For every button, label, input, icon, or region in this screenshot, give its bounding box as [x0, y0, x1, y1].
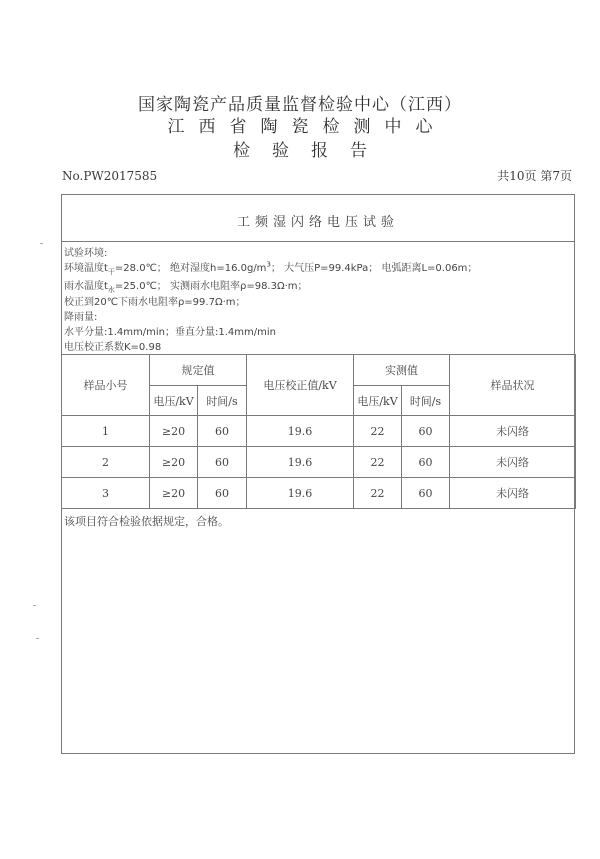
- subheader-spec-voltage: 电压/kV: [150, 386, 198, 416]
- sample-status: 未闪络: [450, 447, 576, 478]
- sample-no: 2: [62, 447, 150, 478]
- table-row: [62, 447, 576, 478]
- subheader-meas-time: 时间/s: [402, 386, 450, 416]
- lab-name-title: 国家陶瓷产品质量监督检验中心（江西）: [138, 95, 462, 115]
- measured-time: 60: [402, 447, 450, 478]
- sample-no: 3: [62, 478, 150, 509]
- report-frame: [61, 194, 575, 754]
- corrected-voltage: 19.6: [247, 478, 354, 509]
- center-name-title: 江西省陶瓷检测中心: [167, 117, 447, 137]
- conclusion-text: 该项目符合检验依据规定，合格。: [64, 515, 229, 528]
- spec-time: 60: [198, 447, 247, 478]
- rain-temp-label: 雨水温度t: [64, 281, 108, 292]
- environment-label: 试验环境:: [64, 248, 108, 259]
- rainfall-values: 水平分量:1.4mm/min；垂直分量:1.4mm/min: [64, 327, 276, 338]
- subheader-spec-time: 时间/s: [198, 386, 247, 416]
- arc-distance-value: 电弧距离L=0.06m；: [381, 263, 478, 274]
- header-corrected-voltage: 电压校正值/kV: [247, 355, 354, 416]
- correction-factor: 电压校正系数K=0.98: [64, 342, 162, 353]
- spec-voltage: ≥20: [150, 416, 198, 447]
- subheader-meas-voltage: 电压/kV: [354, 386, 402, 416]
- report-number: No.PW2017585: [62, 169, 158, 183]
- spec-time: 60: [198, 478, 247, 509]
- measured-time: 60: [402, 416, 450, 447]
- corrected-voltage: 19.6: [247, 447, 354, 478]
- table-row: [62, 416, 576, 447]
- test-title: 工频湿闪络电压试验: [236, 215, 399, 230]
- humidity-sup: 3: [266, 260, 271, 269]
- measured-time: 60: [402, 478, 450, 509]
- corrected-voltage: 19.6: [247, 416, 354, 447]
- ambient-temp-value: =28.0℃；: [114, 263, 167, 274]
- rainfall-label: 降雨量:: [64, 312, 98, 323]
- corrected-resistivity: 校正到20℃下雨水电阻率ρ=99.7Ω·m；: [64, 297, 246, 308]
- rain-temp-value: =25.0℃；: [114, 281, 167, 292]
- humidity-label: 绝对湿度h=16.0g/m: [169, 263, 267, 274]
- environment-line-1: [64, 259, 477, 277]
- header-sample-status: 样品状况: [450, 355, 576, 416]
- sample-no: 1: [62, 416, 150, 447]
- sample-status: 未闪络: [450, 478, 576, 509]
- ambient-temp-label: 环境温度t: [64, 263, 108, 274]
- scan-mark: [33, 605, 36, 606]
- measured-voltage: 22: [354, 478, 402, 509]
- measured-voltage: 22: [354, 447, 402, 478]
- spec-voltage: ≥20: [150, 447, 198, 478]
- spec-voltage: ≥20: [150, 478, 198, 509]
- header-sample-no: 样品小号: [62, 355, 150, 416]
- results-table: [61, 354, 576, 509]
- scan-mark: [40, 243, 43, 244]
- table-row: [62, 478, 576, 509]
- divider: [62, 241, 574, 242]
- sample-status: 未闪络: [450, 416, 576, 447]
- report-type-title: 检验报告: [233, 141, 389, 161]
- measured-voltage: 22: [354, 416, 402, 447]
- ambient-temp-sub: 干: [107, 268, 115, 276]
- rain-resistivity: 实测雨水电阻率ρ=98.3Ω·m；: [169, 281, 308, 292]
- header-measured: 实测值: [354, 355, 450, 386]
- humidity-end: ；: [270, 263, 281, 274]
- table-header-row: [62, 355, 576, 386]
- rain-temp-sub: 水: [107, 286, 115, 294]
- page-info: 共10页 第7页: [497, 169, 572, 183]
- pressure-value: 大气压P=99.4kPa；: [284, 263, 379, 274]
- scan-mark: [36, 638, 39, 639]
- header-specified: 规定值: [150, 355, 247, 386]
- spec-time: 60: [198, 416, 247, 447]
